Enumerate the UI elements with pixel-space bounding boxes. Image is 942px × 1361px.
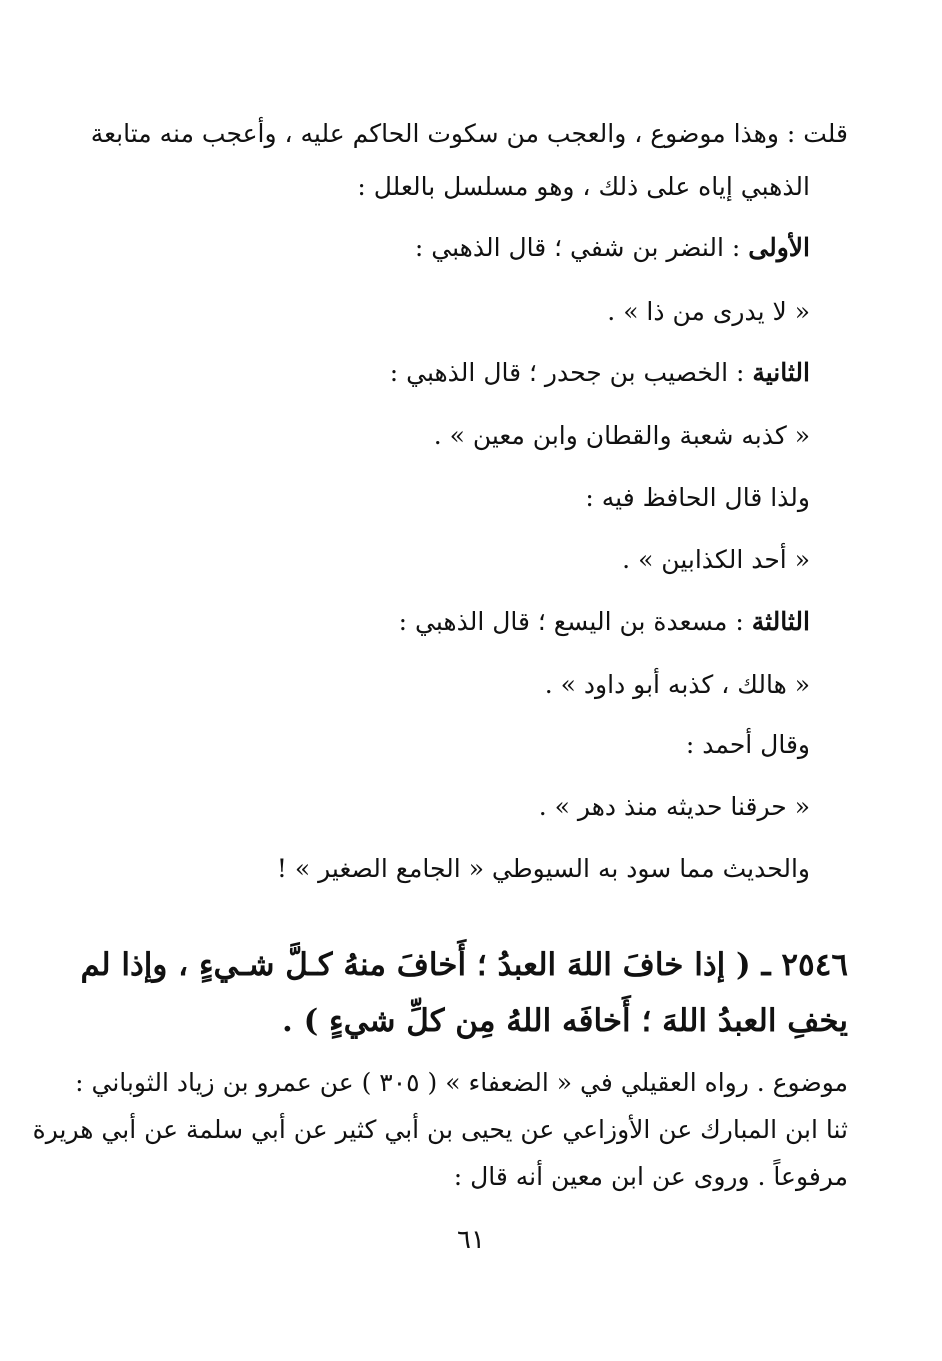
- takhrij-line: ثنا ابن المبارك عن الأوزاعي عن يحيى بن أبي كثير عن أبي سلمة عن أبي هريرة: [32, 1115, 848, 1144]
- hadith-heading: يخفِ العبدُ اللهَ ؛ أَخافَه اللهُ مِن كلِّ شيءٍ ) .: [282, 1003, 848, 1039]
- text-line-rest: : الخصيب بن جحدر ؛ قال الذهبي :: [389, 358, 753, 387]
- takhrij-line: مرفوعاً . وروى عن ابن معين أنه قال :: [453, 1162, 848, 1191]
- quote-line: « حرقنا حديثه منذ دهر » .: [538, 792, 810, 821]
- takhrij-line: موضوع . رواه العقيلي في « الضعفاء » ( ٣٠٥ ) عن عمرو بن زياد الثوباني :: [75, 1068, 848, 1097]
- ordinal-label: الثانية: [752, 358, 810, 387]
- quote-line: « أحد الكذابين » .: [622, 545, 810, 574]
- text-line-rest: : مسعدة بن اليسع ؛ قال الذهبي :: [398, 607, 752, 636]
- text-line: [390, 353, 810, 393]
- text-line-rest: : النضر بن شفي ؛ قال الذهبي :: [414, 233, 749, 262]
- text-line: والحديث مما سود به السيوطي « الجامع الصغير » !: [276, 854, 810, 883]
- quote-line: « كذبه شعبة والقطان وابن معين » .: [433, 421, 810, 450]
- quote-line: « هالك ، كذبه أبو داود » .: [544, 670, 810, 699]
- text-line: الذهبي إياه على ذلك ، وهو مسلسل بالعلل :: [357, 172, 810, 201]
- text-line: وقال أحمد :: [685, 730, 810, 759]
- quote-line: « لا يدرى من ذا » .: [607, 297, 810, 326]
- text-line: ولذا قال الحافظ فيه :: [585, 483, 810, 512]
- ordinal-label: الأولى: [748, 233, 810, 262]
- page-number: ٦١: [457, 1225, 485, 1255]
- text-line: [399, 602, 810, 642]
- text-line: [415, 228, 810, 268]
- hadith-heading: ٢٥٤٦ ـ ( إذا خافَ اللهَ العبدُ ؛ أَخافَ منهُ كـلَّ شـيءٍ ، وإذا لم: [80, 947, 848, 983]
- text-line: قلت : وهذا موضوع ، والعجب من سكوت الحاكم عليه ، وأعجب منه متابعة: [90, 119, 848, 148]
- ordinal-label: الثالثة: [751, 607, 810, 636]
